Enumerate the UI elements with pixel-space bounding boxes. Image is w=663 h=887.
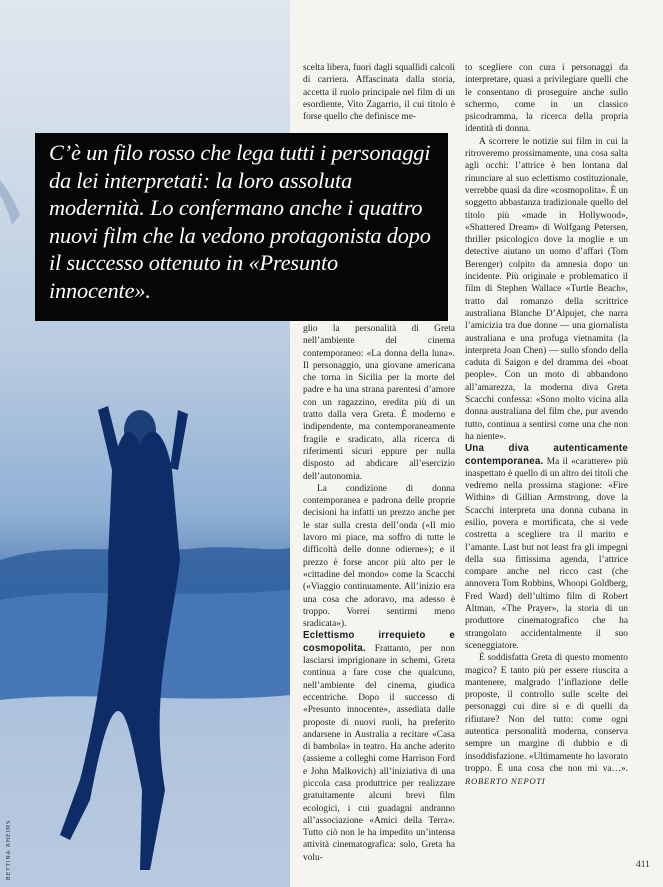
pull-quote [35,133,448,321]
article-paragraph-with-subhead [465,443,628,652]
article-paragraph: A scorrere le notizie sui film in cui la ritroveremo prossimamente, una cosa salta agli occhi: l’attrice è ben lontana dal rinunciare al suo eclettismo costituzionale, verrebbe quasi da dire «cosmopolita». È un soggetto abbastanza tradizionale quello del titolo più «made in Hollywood», «Shattered Dream» di Wolfgang Petersen, thriller psicologico dove la moglie e un detective aiutano un uomo d’affari (Tom Berenger) colpito da amnesia dopo un incidente. Più originale e problematico il film di Stephen Wallace «Turtle Beach», tratto dal romanzo della scrittrice australiana Blanche D’Alpujet, che narra l’amicizia tra due donne — una giornalista australiana e una profuga vietnamita (la interpreta Joan Chen) — sullo sfondo della caduta di Saigon e del dramma dei «boat people». Con un moto di abbandono all’amarezza, la moderna diva Greta Scacchi confessa: «Sono molto vicina alla donna australiana del film che, pur avendo tutto, continua a sentirsi come una che non ha niente». [465,136,628,442]
article-text: Frattanto, per non lasciarsi imprigionare in schemi, Greta continua a fare cose che qualcuno, nell’ambiente del cinema, giudica eccentriche. Dopo il successo di «Presunto innocente», assediata dalle proposte di nuovi ruoli, ha preferito andarsene in Australia a recitare «Casa di bambola» in teatro. Ha anche aderito (assieme a colleghi come Harrison Ford e John Malkovich) all’iniziativa di una piccola casa produttrice per realizzare gratuitamente alcuni brevi film ecologici, i cui guadagni andranno all’associazione «Amici della Terra». Tutto ciò non le ha impedito un’intensa attività cinematografica: solo, Greta ha volu- [303,643,455,863]
photo-credit: BETTINA RHEIMS [6,819,12,880]
article-paragraph-with-subhead [303,630,455,864]
article-paragraph: glio la personalità di Greta nell’ambiente del cinema contemporaneo: «La donna della luna». Il personaggio, una giovane americana che torna in Sicilia per la morte del padre e ha una strana parentesi d’amore con un ragazzino, eredita più di un tratto dalla vera Greta. È moderno e indipendente, ma contemporaneamente fragile e sradicato, alla ricerca di riferimenti sicuri eppure per nulla disposto ad abdicare all’esercizio dell’autonomia. [303,324,455,482]
article-paragraph: to scegliere con cura i personaggi da interpretare, quasi a privilegiare quelli che le consentano di proseguire anche sullo schermo, come in un classico psicodramma, la ricerca della propria identità di donna. [465,63,628,135]
pull-quote-text: C’è un filo rosso che lega tutti i personaggi da lei interpretati: la loro assoluta modernità. Lo confermano anche i quattro nuovi film che la vedono protagonista dopo il successo ottenuto in «Presunto innocente». [49,140,431,303]
page-number: 411 [636,860,650,870]
author-signature: ROBERTO NEPOTI [465,776,546,787]
article-paragraph: scelta libera, fuori dagli squallidi calcoli di carriera. Affascinata dalla storia, accetta il ruolo principale nel film di un esordiente, Vito Zagarrio, il cui titolo è forse quello che definisce me- [303,63,455,123]
article-text: Ma il «carattere» più inaspettato è quello di un altro dei titoli che vedremo nella prossima stagione: «Fire Within» di Gillian Armstrong, dove la Scacchi interpreta una donna cubana in esilio, povera e mortificata, che si vede costretta a scegliere tra il marito e l’amante. Last but not least fra gli impegni della sua fittissima agenda, l’attrice compare anche nel ricco cast (che annovera Tom Robbins, Whoopi Goldberg, Fred Ward) dell’ultimo film di Robert Altman, «The Prayer», la storia di un produttore cinematografico che ha strangolato accidentalmente il suo sceneggiatore. [465,456,628,651]
article-text: È soddisfatta Greta di questo momento magico? E tanto più per essere riuscita a mantenere, malgrado l’inflazione delle proposte, il controllo sulle scelte dei personaggi cui dire sì e di quelli da rifiutare? Non del tutto: come ogni autentica personalità moderna, conserva sempre un margine di dubbio e di insoddisfazione. «Ultimamente ho lavorato troppo. È una cosa che non mi va…». [465,653,628,774]
article-column-middle [303,323,455,864]
subheading: Una diva autenticamente contemporanea. [465,443,628,467]
article-column-middle-top [303,62,455,123]
article-paragraph [465,652,628,788]
article-paragraph: La condizione di donna contemporanea e padrona delle proprie decisioni ha infatti un prezzo anche per le star sulla cresta dell’onda («Il mio lavoro mi piace, ma soffro di tutte le difficoltà delle donne odierne»); e il prezzo è forse ancor più alto per le «cittadine del mondo» come la Scacchi («Viaggio continuamente. All’inizio era una cosa che adoravo, ma adesso è troppo. Vorrei sentirmi meno sradicata»). [303,483,455,630]
article-column-right [465,62,628,789]
subheading: Eclettismo irrequieto e cosmopolita. [303,630,455,654]
